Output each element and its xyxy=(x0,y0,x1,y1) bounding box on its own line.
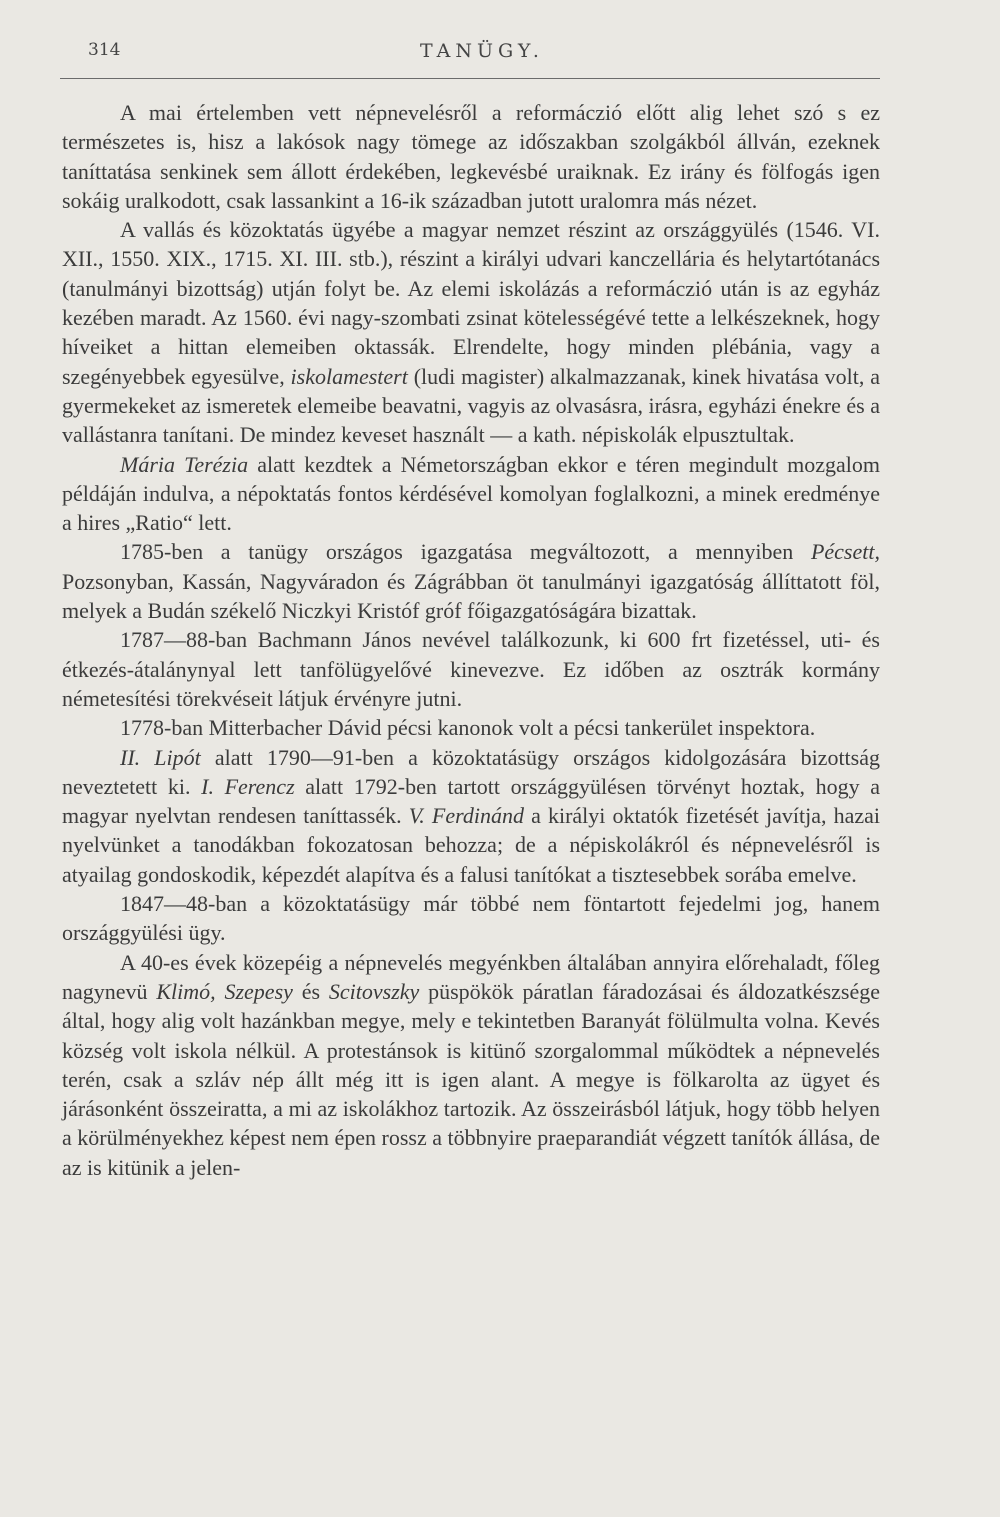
paragraph xyxy=(62,948,880,1182)
italic-text: I. Ferencz xyxy=(201,773,295,799)
body-text xyxy=(62,98,880,1182)
paragraph xyxy=(62,713,880,742)
text-run: 1778-ban Mitterbacher Dávid pécsi kanonok volt a pécsi tankerület inspektora. xyxy=(120,715,816,741)
text-run: A mai értelemben vett népnevelésről a reformáczió előtt alig lehet szó s ez természetes is, hisz a lakósok nagy tömege az időszakban szolgákból állván, ezeknek taníttatása senkinek sem állott érdekében, legkevésbé uraiknak. Ez irány és fölfogás igen sokáig uralkodott, csak lassankint a 16-ik században jutott uralomra más nézet. xyxy=(62,100,880,213)
paragraph xyxy=(62,450,880,538)
text-run: 1787—88-ban Bachmann János nevével találkozunk, ki 600 frt fizetéssel, uti- és étkezés-átalánynyal lett tanfölügyelővé kinevezve. Ez időben az osztrák kormány németesítési törekvéseit látjuk érvényre jutni. xyxy=(62,627,880,711)
paragraph xyxy=(62,98,880,215)
text-run: alatt kezdtek a Németországban ekkor e téren megindult mozgalom példáján indulva, a népoktatás fontos kérdésével komolyan foglalkozni, a minek eredménye a hires „Ratio“ lett. xyxy=(62,451,880,536)
running-title: TANÜGY. xyxy=(420,40,544,62)
paragraph xyxy=(62,537,880,625)
paragraph xyxy=(62,889,880,948)
page-header xyxy=(60,36,880,79)
text-run: alatt 1792-ben tartott országgyülésen törvényt hoztak, hogy a magyar nyelvtan rendesen taníttassék. xyxy=(62,773,880,829)
text-run: A 40-es évek közepéig a népnevelés megyénkben általában annyira előrehaladt, főleg nagynevü xyxy=(62,949,880,1004)
text-run: püspökök páratlan fáradozásai és áldozatkészsége által, hogy alig volt hazánkban megye, mely e tekintetben Baranyát fölülmulta volna. Kevés község volt iskola nélkül. A protestánsok is kitünő szorgalommal működtek a népnevelés terén, csak a szláv nép állt még itt is igen alant. A megye is fölkarolta az ügyet és járásonként összeiratta, a mi az iskolákhoz tartozik. Az összeirásból látjuk, hogy több helyen a körülményekhez képest nem épen rossz a többnyire praeparandiát végzett tanítók állása, de az is kitünik a jelen- xyxy=(62,978,880,1180)
text-run: (ludi magister) alkalmazzanak, kinek hivatása volt, a gyermekeket az ismeretek elemeibe beavatni, vagyis az olvasásra, irásra, egyházi énekre és a vallástanra tanítani. De mindez keveset használt — a kath. népiskolák elpusztultak. xyxy=(62,363,880,448)
text-run: alatt 1790—91-ben a közoktatásügy országos kidolgozására bizottság neveztetett ki. xyxy=(62,744,880,799)
italic-text: Mária Terézia xyxy=(120,451,249,477)
text-run: Pozsonyban, Kassán, Nagyváradon és Zágrábban öt tanulmányi igazgatóság állíttatott föl, melyek a Budán székelő Niczkyi Kristóf gróf főigazgatóságára bizattak. xyxy=(62,568,880,624)
paragraph xyxy=(62,215,880,449)
text-run: A vallás és közoktatás ügyébe a magyar nemzet részint az országgyülés (1546. VI. XII., 1550. XIX., 1715. XI. III. stb.), részint a királyi udvari kanczellária és helytartótanács (tanulmányi bizottság) utján folyt be. Az elemi iskolázás a reformáczió után is az egyház kezében maradt. Az 1560. évi nagy-szombati zsinat kötelességévé tette a lelkészeknek, hogy híveiket a hittan elemeiben oktassák. Elrendelte, hogy minden plébánia, vagy a szegényebbek egyesülve, xyxy=(62,217,880,389)
text-run: a királyi oktatók fizetését javítja, hazai nyelvünket a tanodákban fokozatosan behozza; de a népiskolákról és népnevelésről is atyailag gondoskodik, képezdét alapítva és a falusi tanítókat a tisztesebbek sorába emelve. xyxy=(62,803,880,887)
italic-text: II. Lipót xyxy=(120,744,201,770)
italic-text: V. Ferdinánd xyxy=(408,803,524,829)
text-run: 1847—48-ban a közoktatásügy már többé nem föntartott fejedelmi jog, hanem országgyülési ügy. xyxy=(62,891,880,946)
text-run: 1785-ben a tanügy országos igazgatása megváltozott, a mennyiben xyxy=(120,539,811,565)
italic-text: Pécsett, xyxy=(810,539,880,565)
italic-text: iskolamestert xyxy=(290,363,408,389)
paragraph xyxy=(62,625,880,713)
paragraph xyxy=(62,743,880,889)
text-run: és xyxy=(292,978,329,1004)
page-number: 314 xyxy=(88,40,121,60)
italic-text: Scitovszky xyxy=(328,978,420,1004)
italic-text: Klimó, Szepesy xyxy=(156,978,293,1004)
